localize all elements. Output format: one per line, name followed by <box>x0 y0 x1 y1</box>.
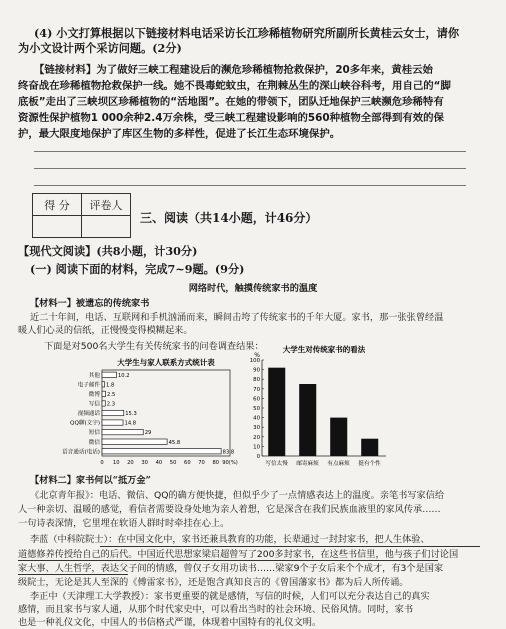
x-tick-label: 70 <box>198 460 205 466</box>
y-tick-label: 50 <box>253 406 260 412</box>
link-material-line: 护，最大限度地保护了库区生物的多样性，促进了长江生态环境保护。 <box>18 128 341 140</box>
material-1-text: 暖人们心灵的信纸，正慢慢变得模糊起来。 <box>18 325 193 336</box>
category-label: 挺有个性 <box>358 461 381 467</box>
x-tick-label: 50 <box>169 460 177 466</box>
article-title: 网络时代，触摸传统家书的温度 <box>188 283 318 294</box>
y-tick-label: 100 <box>249 358 260 364</box>
material-2-text: 也是一种礼仪文化，中国人的书信格式严谨，体现着中国特有的礼仪文明。 <box>18 617 322 628</box>
y-tick-label: 40 <box>253 415 260 422</box>
contact-methods-chart <box>40 356 240 474</box>
value-label: 45.8 <box>168 439 181 446</box>
chart-title: 大学生对传统家书的看法 <box>282 345 366 354</box>
category-label: 有点麻烦 <box>327 461 350 467</box>
y-tick-label: 0 <box>256 454 260 460</box>
reviewer-header: 评卷人 <box>82 194 131 216</box>
y-tick-label: 60 <box>253 396 260 403</box>
answer-line[interactable] <box>34 185 466 186</box>
y-tick-label: 10 <box>253 444 260 451</box>
category-label: QQ聊(文字) <box>70 420 100 427</box>
material-2-text: 李蓝（中科院院士）：在中国文化中，家书还兼具教育的功能，长辈通过一封封家书，把人生体验、 <box>30 534 430 545</box>
y-tick-label: 80 <box>253 377 260 384</box>
bar <box>102 439 167 444</box>
survey-intro: 下面是对500名大学生有关传统家书的问卷调查结果： <box>44 341 264 352</box>
category-label: 写信 <box>88 401 100 408</box>
bar <box>330 418 347 456</box>
chart-title: 大学生与家人联系方式统计表 <box>117 358 215 367</box>
value-label: 83.8 <box>222 449 235 456</box>
answer-line[interactable] <box>34 151 466 152</box>
bar <box>102 401 105 406</box>
bar <box>268 368 285 456</box>
value-label: 29 <box>144 430 152 437</box>
value-label: 2.5 <box>107 391 116 398</box>
x-tick-label: 40 <box>155 460 163 466</box>
material-2-text: 级院士，无论是其人至深的《傅雷家书》，还是饱含真知良言的《曾国藩家书》都为后人所传诵。 <box>18 577 409 588</box>
bar <box>299 384 316 456</box>
question-4-line-2: 为小文设计两个采访问题。(2分) <box>18 41 182 55</box>
score-cell[interactable] <box>33 216 82 238</box>
x-tick-label: 90(%) <box>222 460 238 466</box>
y-tick-label: 70 <box>253 386 260 393</box>
contact-methods-chart-svg <box>40 356 240 474</box>
x-tick-label: 80 <box>212 460 220 466</box>
value-label: 1.8 <box>106 382 115 389</box>
y-tick-label: 30 <box>253 425 260 432</box>
material-1-title: 【材料一】被遗忘的传统家书 <box>30 298 150 309</box>
bar <box>102 382 105 387</box>
question-4-line-1: (4) 小文打算根据以下链接材料电话采访长江珍稀植物研究所副所长黄桂云女士，请你 <box>34 26 460 40</box>
category-label: 视频通话 <box>77 411 100 418</box>
value-label: 15.3 <box>125 411 137 418</box>
bar <box>102 372 117 377</box>
category-label: 其他 <box>88 372 100 379</box>
underline-mark <box>18 560 438 561</box>
x-tick-label: 60 <box>184 460 191 466</box>
section-title: 三、阅读（共14小题，计46分） <box>140 211 318 225</box>
y-tick-label: 90 <box>253 367 260 374</box>
bar <box>102 420 123 425</box>
bar <box>102 429 143 434</box>
family-letter-opinion-chart-svg <box>246 344 396 474</box>
category-label: 邮寄麻烦 <box>296 461 319 467</box>
x-tick-label: 20 <box>127 460 134 466</box>
material-1-text: 近二十年间，电话、互联网和手机汹涌而来，瞬间击垮了传统家书的千年大厦。家书，那一张张曾经温 <box>30 312 444 323</box>
category-label: 语音通话(电话) <box>62 449 100 456</box>
category-label: 微信 <box>88 439 100 446</box>
value-label: 2.3 <box>106 401 116 408</box>
material-2-text: 《北京青年报》：电话、微信、QQ的确方便快捷，但似乎少了一点情感表达上的温度。亲笔书写家信给 <box>30 490 445 501</box>
score-header: 得 分 <box>33 194 82 216</box>
x-tick-label: 10 <box>112 460 120 466</box>
bar <box>102 449 221 454</box>
underline-mark <box>100 546 480 547</box>
bar <box>361 439 378 456</box>
category-label: 电子邮件 <box>77 382 100 389</box>
material-2-title: 【材料二】家书何以“抵万金” <box>30 475 151 486</box>
x-tick-label: 0 <box>100 460 104 466</box>
modern-reading-title: 【现代文阅读】(共8小题，计30分) <box>18 244 198 258</box>
answer-line[interactable] <box>34 168 466 169</box>
score-table <box>32 193 131 238</box>
value-label: 14.8 <box>124 420 137 427</box>
link-material-line: 【链接材料】为了做好三峡工程建设后的濒危珍稀植物抢救保护，20多年来，黄桂云始 <box>34 64 433 76</box>
material-2-text: 李正中（天津理工大学教授）：家书更重要的就是感情，写信的时候，人们可以充分表达自己的真实 <box>30 591 430 602</box>
category-label: 微博 <box>88 391 100 398</box>
link-material-line: 底板”走出了三峡坝区珍稀植物的“活地图”。在她的带领下，团队迁地保护三峡濒危珍稀特有 <box>18 96 444 108</box>
bar <box>102 410 124 415</box>
material-2-text: 一句诗表深情，它里埋在软语人群时时牵挂在心上。 <box>18 518 230 529</box>
reading-instruction: (一) 阅读下面的材料，完成7~9题。(9分) <box>30 262 245 276</box>
reviewer-cell[interactable] <box>82 216 131 238</box>
category-label: 短信 <box>88 430 100 437</box>
category-label: 写信太慢 <box>265 461 288 467</box>
bar <box>102 391 106 396</box>
y-tick-label: 20 <box>253 434 260 441</box>
link-material-line: 资源性保护植物1 000余种2.4万余株，受三峡工程建设影响的560种植物全部得到有效的保 <box>18 112 444 124</box>
material-2-text: 人一种亲切、温暖的感觉，看信者需要设身处地为亲人着想，它是深含在我们民族血液里的家风传承…… <box>18 504 441 515</box>
material-2-text: 感情，而且家书与家人通，从那个时代家史中，可以看出当时的社会环境、民俗风情。同时，家书 <box>18 604 414 615</box>
material-2-text: 家大事、人生哲学，表达父子间的情感，曾仅子女用功读书……梁家9个子女后来个个成才，有3个是国家 <box>18 563 444 574</box>
link-material-line: 终奋战在珍稀植物抢救保护一线。她不畏毒蛇蚊虫，在荆棘丛生的深山峡谷科考，用自己的“脚 <box>18 80 451 92</box>
material-2-text: 道德修养传授给自己的后代。中国近代思想家梁启超曾写了200多封家书，在这些书信里，他与孩子们讨论国 <box>18 549 459 560</box>
y-axis-unit: % <box>254 352 260 359</box>
family-letter-opinion-chart <box>246 344 396 474</box>
value-label: 10.2 <box>118 372 130 379</box>
underline-mark <box>18 574 128 575</box>
x-tick-label: 30 <box>141 460 148 466</box>
